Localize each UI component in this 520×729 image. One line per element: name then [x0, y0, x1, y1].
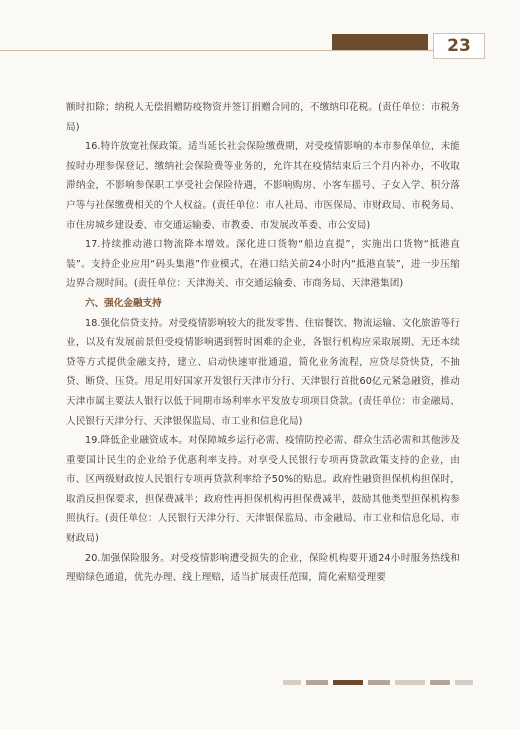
section-heading: 六、强化金融支持 [85, 297, 162, 309]
footer-bar [395, 680, 425, 685]
footer-bar [283, 680, 301, 685]
header-accent-block [332, 34, 428, 50]
footer-bar [455, 680, 473, 685]
footer-bar [368, 680, 390, 685]
page-number: 23 [433, 33, 485, 59]
footer-decoration [283, 680, 473, 685]
paragraph-item-16: 16.特许放宽社保政策。适当延长社会保险缴费期，对受疫情影响的本市参保单位，未能按时办理参保登记、缴纳社会保险费等业务的，允许其在疫情结束后三个月内补办，不收取滞纳金，不影响参保职工享受社会保险待遇，不影响购房、小客车摇号、子女入学、积分落户等与社保缴费相关的个人权益。(责任单位：市人社局、市医保局、市财政局、市税务局、市住房城乡建设委、市交通运输委、市教委、市发展改革委、市公安局) [66, 141, 460, 231]
footer-bar [430, 680, 450, 685]
footer-bar [333, 680, 363, 685]
paragraph-item-18: 18.强化信贷支持。对受疫情影响较大的批发零售、住宿餐饮、物流运输、文化旅游等行业，以及有发展前景但受疫情影响遇到暂时困难的企业，各银行机构应采取展期、无还本续贷等方式提供金融支持，建立、启动快速审批通道，简化业务流程，应贷尽贷快贷，不抽贷、断贷、压贷。用足用好国家开发银行天津市分行、天津银行首批60亿元紧急融资，推动天津市属主要法人银行以低于同期市场利率水平发放专项项目贷款。(责任单位：市金融局、人民银行天津分行、天津银保监局、市工业和信息化局) [66, 317, 460, 427]
body-text [66, 98, 460, 588]
paragraph-continuation: 额时扣除；纳税人无偿捐赠防疫物资并签订捐赠合同的，不缴纳印花税。(责任单位：市税务局) [66, 102, 460, 133]
paragraph-item-19: 19.降低企业融资成本。对保障城乡运行必需、疫情防控必需、群众生活必需和其他涉及重要国计民生的企业给予优惠利率支持。对享受人民银行专项再贷款政策支持的企业，由市、区两级财政按人民银行专项再贷款利率给予50%的贴息。政府性融资担保机构担保时，取消反担保要求，担保费减半；政府性再担保机构再担保费减半，鼓励其他类型担保机构参照执行。(责任单位：人民银行天津分行、天津银保监局、市金融局、市工业和信息化局、市财政局) [66, 435, 460, 545]
paragraph-item-20: 20.加强保险服务。对受疫情影响遭受损失的企业，保险机构要开通24小时服务热线和理赔绿色通道，优先办理、线上理赔，适当扩展责任范围，简化索赔受理要 [66, 552, 460, 584]
header-rule [0, 50, 440, 51]
footer-bar [306, 680, 328, 685]
paragraph-item-17: 17.持续推动港口物流降本增效。深化进口货物“船边直提”，实施出口货物“抵港直装”。支持企业应用“码头集港”作业模式，在港口结关前24小时内“抵港直装”，进一步压缩边界合规时间。(责任单位：天津海关、市交通运输委、市商务局、天津港集团) [66, 239, 460, 290]
